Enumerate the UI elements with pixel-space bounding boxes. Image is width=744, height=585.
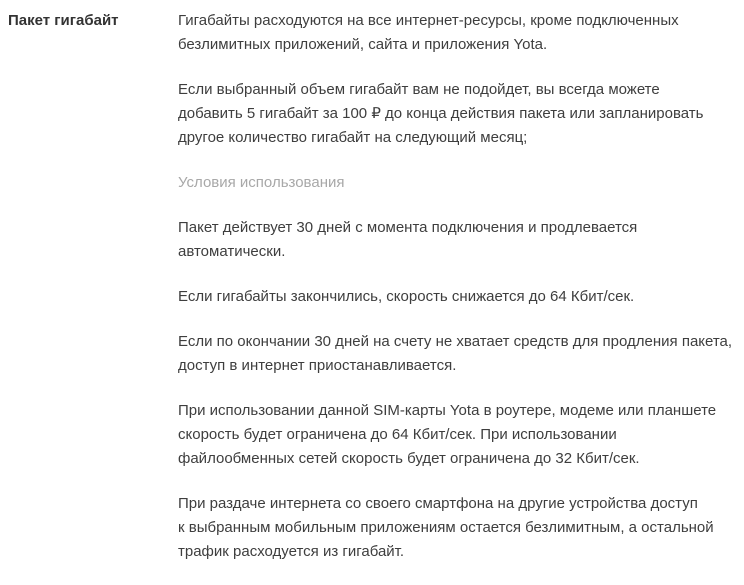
text-line: При раздаче интернета со своего смартфона на другие устройства доступ (178, 495, 698, 512)
text-line: Пакет действует 30 дней с момента подключения и продлевается (178, 219, 638, 236)
text-line: добавить 5 гигабайт за 100 ₽ до конца действия пакета или запланировать (178, 105, 704, 122)
paragraph (178, 216, 744, 264)
text-line: Условия использования (178, 174, 345, 191)
text-line: доступ в интернет приостанавливается. (178, 357, 457, 374)
text-line: трафик расходуется из гигабайт. (178, 543, 405, 560)
paragraph (178, 399, 744, 471)
text-line: Если по окончании 30 дней на счету не хватает средств для продления пакета, (178, 333, 733, 350)
text-line: файлообменных сетей скорость будет ограничена до 32 Кбит/сек. (178, 450, 640, 467)
paragraph (178, 330, 744, 378)
paragraph (178, 285, 744, 309)
text-line: безлимитных приложений, сайта и приложения Yota. (178, 36, 548, 53)
paragraph (178, 78, 744, 150)
paragraph (178, 492, 744, 564)
paragraph (178, 9, 744, 57)
text-line: скорость будет ограничена до 64 Кбит/сек. При использовании (178, 426, 617, 443)
text-line: к выбранным мобильным приложениям остается безлимитным, а остальной (178, 519, 714, 536)
row-label-package-gigabyte: Пакет гигабайт (8, 12, 119, 29)
row-content (178, 9, 744, 585)
text-line: Если выбранный объем гигабайт вам не подойдет, вы всегда можете (178, 81, 660, 98)
text-line: При использовании данной SIM-карты Yota в роутере, модеме или планшете (178, 402, 717, 419)
section-subheading (178, 171, 744, 195)
text-line: Если гигабайты закончились, скорость снижается до 64 Кбит/сек. (178, 288, 635, 305)
text-line: другое количество гигабайт на следующий месяц; (178, 129, 528, 146)
text-line: Гигабайты расходуются на все интернет-ресурсы, кроме подключенных (178, 12, 679, 29)
text-line: автоматически. (178, 243, 286, 260)
